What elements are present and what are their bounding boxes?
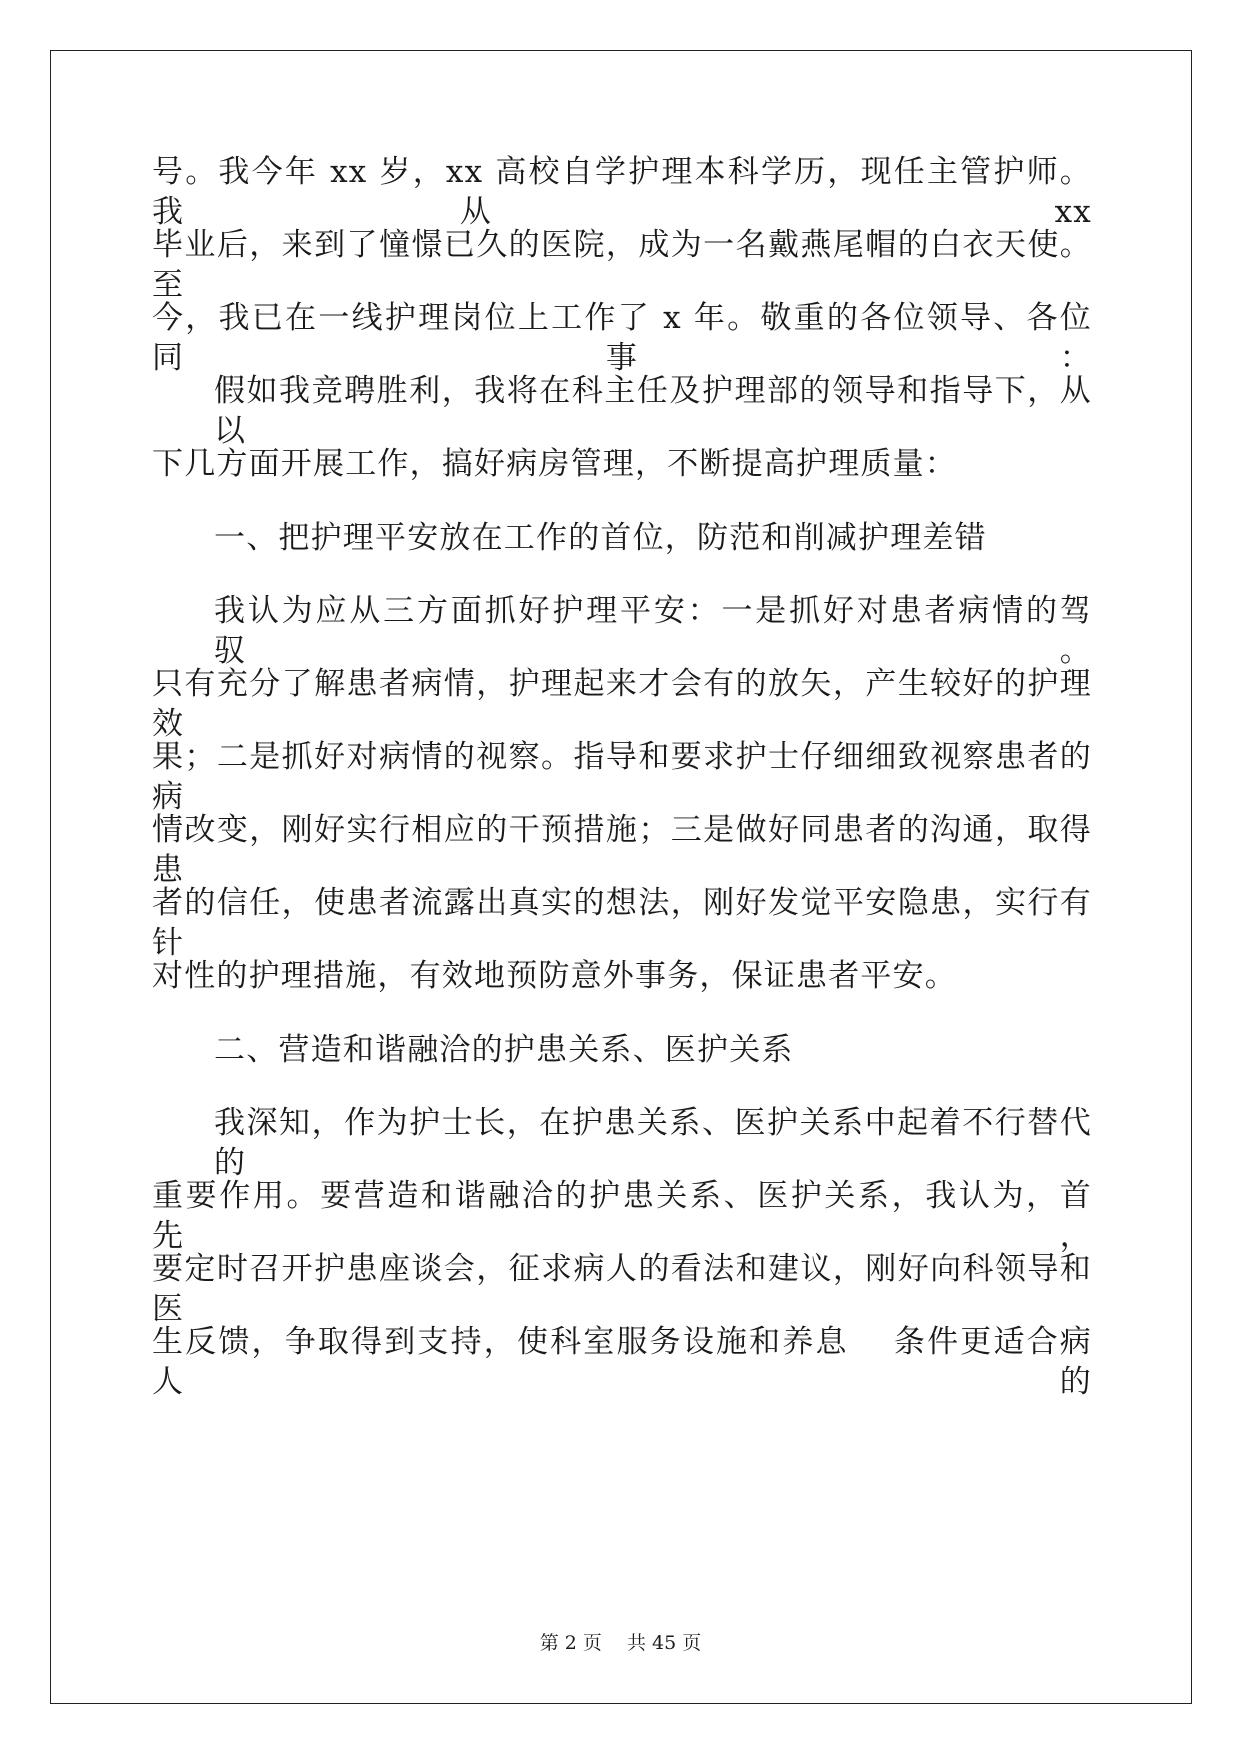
paragraph-first-line: 我认为应从三方面抓好护理平安：一是抓好对患者病情的驾驭。 xyxy=(214,593,1092,669)
text-line: 重要作用。要营造和谐融洽的护患关系、医护关系，我认为，首先， xyxy=(152,1178,1092,1254)
paragraph-first-line: 我深知，作为护士长，在护患关系、医护关系中起着不行替代的 xyxy=(214,1105,1092,1181)
text-line: 生反馈，争取得到支持，使科室服务设施和养息 条件更适合病人的 xyxy=(152,1324,1092,1400)
section-heading: 二、营造和谐融洽的护患关系、医护关系 xyxy=(214,1032,794,1068)
paragraph-first-line: 假如我竞聘胜利，我将在科主任及护理部的领导和指导下，从以 xyxy=(214,373,1092,449)
text-line: 者的信任，使患者流露出真实的想法，刚好发觉平安隐患，实行有针 xyxy=(152,885,1092,961)
text-line: 下几方面开展工作，搞好病房管理，不断提高护理质量： xyxy=(152,446,957,482)
text-line: 只有充分了解患者病情，护理起来才会有的放矢，产生较好的护理效 xyxy=(152,666,1092,742)
text-line: 对性的护理措施，有效地预防意外事务，保证患者平安。 xyxy=(152,958,957,994)
text-line: 毕业后，来到了憧憬已久的医院，成为一名戴燕尾帽的白衣天使。至 xyxy=(152,227,1092,303)
text-line: 情改变，刚好实行相应的干预措施；三是做好同患者的沟通，取得患 xyxy=(152,812,1092,888)
page-number-footer: 第 2 页 共 45 页 xyxy=(539,1632,702,1654)
section-heading: 一、把护理平安放在工作的首位，防范和削减护理差错 xyxy=(214,520,987,556)
text-line: 要定时召开护患座谈会，征求病人的看法和建议，刚好向科领导和医 xyxy=(152,1251,1092,1327)
text-line: 果；二是抓好对病情的视察。指导和要求护士仔细细致视察患者的病 xyxy=(152,739,1092,815)
text-line: 今，我已在一线护理岗位上工作了 x 年。敬重的各位领导、各位同事： xyxy=(152,300,1092,376)
text-line: 号。我今年 xx 岁，xx 高校自学护理本科学历，现任主管护师。我从 xx xyxy=(152,154,1092,230)
